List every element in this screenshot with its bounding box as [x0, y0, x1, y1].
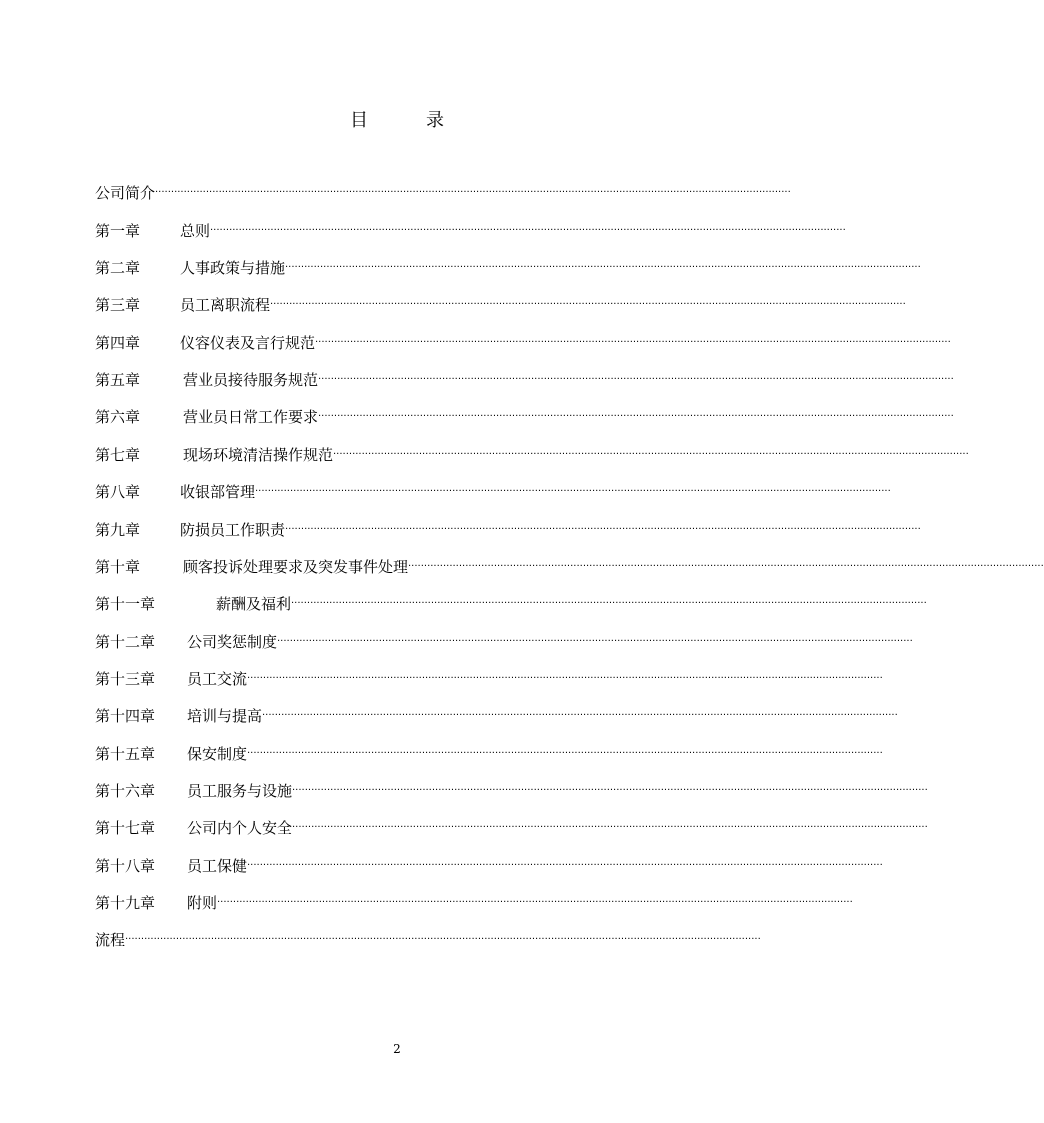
toc-chapter-label: 第十三章	[95, 670, 156, 688]
toc-topic-label: 公司奖惩制度	[187, 633, 278, 651]
page-number: 2	[393, 1042, 401, 1056]
toc-entry[interactable]	[95, 892, 853, 914]
toc-topic-label: 总则	[180, 222, 211, 240]
toc-topic-label: 员工交流	[187, 670, 248, 688]
dot-leader: ········································································································································································································	[247, 673, 883, 684]
toc-chapter-label: 第十一章	[95, 595, 156, 613]
toc-entry[interactable]	[95, 743, 883, 765]
dot-leader: ········································································································································································································	[291, 598, 927, 609]
toc-entry[interactable]	[95, 705, 898, 727]
dot-leader: ········································································································································································································	[285, 262, 921, 273]
toc-chapter-label: 第十章	[95, 558, 141, 576]
toc-chapter-label: 公司简介	[95, 184, 156, 202]
toc-topic-label: 仪容仪表及言行规范	[180, 334, 316, 352]
toc-chapter-label: 第十五章	[95, 745, 156, 763]
toc-topic-label: 人事政策与措施	[180, 259, 286, 277]
toc-entry[interactable]	[95, 444, 969, 466]
dot-leader: ········································································································································································································	[217, 897, 853, 908]
dot-leader: ········································································································································································································	[247, 748, 883, 759]
toc-topic-label: 公司内个人安全	[187, 819, 293, 837]
toc-title-left: 目	[350, 110, 368, 131]
toc-entry[interactable]	[95, 406, 954, 428]
dot-leader: ········································································································································································································	[270, 299, 906, 310]
toc-chapter-label: 流程	[95, 931, 126, 949]
toc-topic-label: 附则	[187, 894, 218, 912]
dot-leader: ········································································································································································································	[315, 337, 951, 348]
toc-title-right: 录	[426, 110, 444, 131]
toc-topic-label: 薪酬及福利	[216, 595, 292, 613]
toc-entry[interactable]	[95, 369, 954, 391]
dot-leader: ········································································································································································································	[155, 187, 791, 198]
toc-topic-label: 员工服务与设施	[187, 782, 293, 800]
toc-entry[interactable]	[95, 593, 927, 615]
dot-leader: ········································································································································································································	[333, 449, 969, 460]
toc-chapter-label: 第十六章	[95, 782, 156, 800]
dot-leader: ········································································································································································································	[285, 524, 921, 535]
toc-entry[interactable]	[95, 780, 928, 802]
toc-topic-label: 营业员日常工作要求	[183, 408, 319, 426]
dot-leader: ········································································································································································································	[210, 225, 846, 236]
toc-title	[0, 106, 794, 132]
toc-topic-label: 防损员工作职责	[180, 521, 286, 539]
toc-topic-label: 员工离职流程	[180, 296, 271, 314]
toc-entry[interactable]	[95, 220, 846, 242]
toc-entry[interactable]	[95, 817, 928, 839]
toc-topic-label: 顾客投诉处理要求及突发事件处理	[183, 558, 409, 576]
toc-entry[interactable]	[95, 182, 791, 204]
toc-topic-label: 收银部管理	[180, 483, 256, 501]
toc-entry[interactable]	[95, 294, 906, 316]
toc-topic-label: 现场环境清洁操作规范	[183, 446, 334, 464]
dot-leader: ········································································································································································································	[292, 822, 928, 833]
toc-chapter-label: 第十九章	[95, 894, 156, 912]
toc-chapter-label: 第八章	[95, 483, 141, 501]
toc-chapter-label: 第十四章	[95, 707, 156, 725]
dot-leader: ········································································································································································································	[318, 411, 954, 422]
toc-chapter-label: 第二章	[95, 259, 141, 277]
toc-chapter-label: 第十八章	[95, 857, 156, 875]
toc-chapter-label: 第六章	[95, 408, 141, 426]
toc-entry[interactable]	[95, 668, 883, 690]
toc-chapter-label: 第七章	[95, 446, 141, 464]
toc-entry[interactable]	[95, 519, 921, 541]
dot-leader: ········································································································································································································	[277, 636, 913, 647]
dot-leader: ········································································································································································································	[318, 374, 954, 385]
toc-chapter-label: 第九章	[95, 521, 141, 539]
toc-entry[interactable]	[95, 481, 891, 503]
toc-entry[interactable]	[95, 556, 1044, 578]
toc-entry[interactable]	[95, 631, 913, 653]
toc-entry[interactable]	[95, 855, 883, 877]
toc-topic-label: 营业员接待服务规范	[183, 371, 319, 389]
dot-leader: ········································································································································································································	[255, 486, 891, 497]
dot-leader: ········································································································································································································	[247, 860, 883, 871]
dot-leader: ········································································································································································································	[262, 710, 898, 721]
toc-chapter-label: 第十二章	[95, 633, 156, 651]
dot-leader: ········································································································································································································	[292, 785, 928, 796]
dot-leader: ········································································································································································································	[125, 934, 761, 945]
toc-entry[interactable]	[95, 929, 761, 951]
dot-leader: ········································································································································································································	[408, 561, 1044, 572]
toc-chapter-label: 第五章	[95, 371, 141, 389]
toc-chapter-label: 第四章	[95, 334, 141, 352]
toc-entry[interactable]	[95, 257, 921, 279]
toc-topic-label: 员工保健	[187, 857, 248, 875]
toc-entry[interactable]	[95, 332, 951, 354]
toc-topic-label: 保安制度	[187, 745, 248, 763]
toc-chapter-label: 第十七章	[95, 819, 156, 837]
toc-topic-label: 培训与提高	[187, 707, 263, 725]
toc-chapter-label: 第一章	[95, 222, 141, 240]
toc-chapter-label: 第三章	[95, 296, 141, 314]
